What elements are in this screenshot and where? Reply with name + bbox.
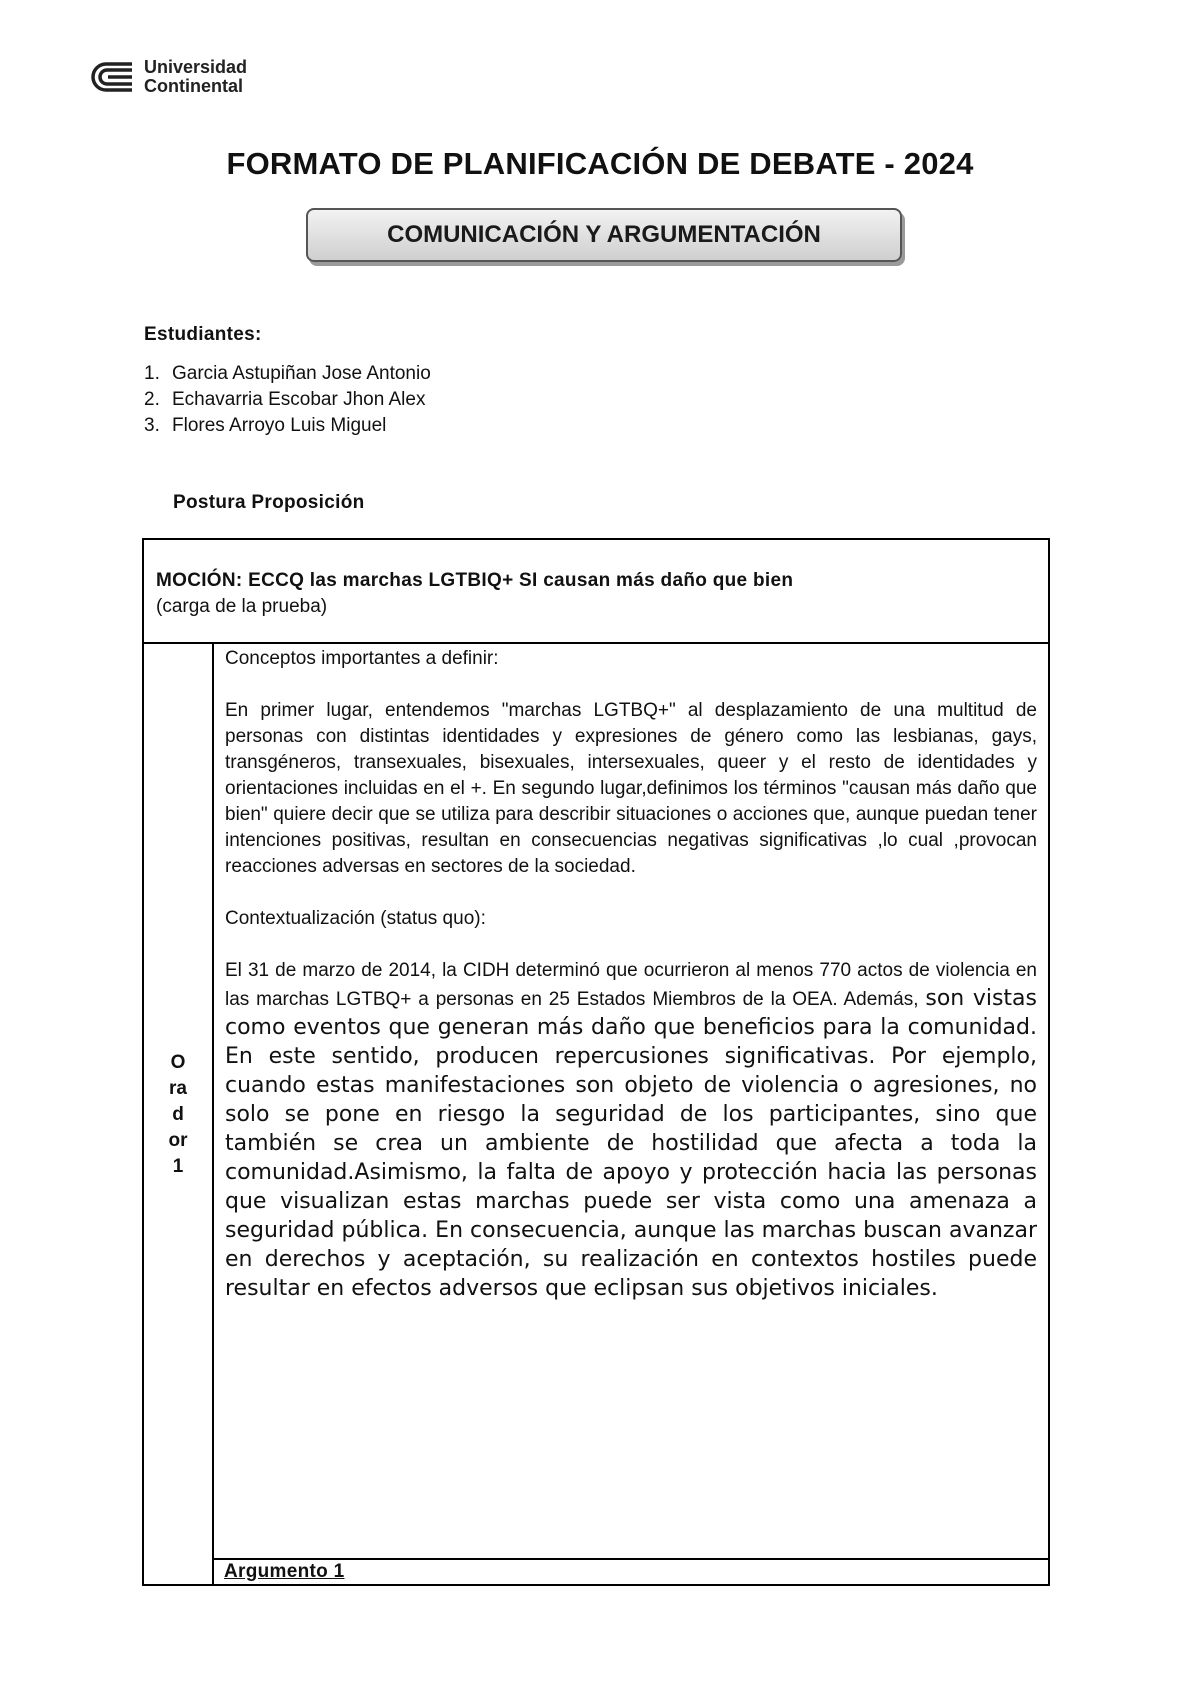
university-logo <box>88 58 247 96</box>
students-label: Estudiantes: <box>144 324 262 345</box>
motion-subtitle: (carga de la prueba) <box>156 596 328 617</box>
student-item: 2. Echavarria Escobar Jhon Alex <box>144 389 426 410</box>
orator-label: O ra d or 1 <box>168 1052 188 1177</box>
context-heading: Contextualización (status quo): <box>225 908 486 929</box>
document-title: FORMATO DE PLANIFICACIÓN DE DEBATE - 2024 <box>226 146 974 181</box>
logo-line-2: Continental <box>144 76 243 96</box>
concepts-heading: Conceptos importantes a definir: <box>225 648 499 669</box>
course-banner: COMUNICACIÓN Y ARGUMENTACIÓN <box>306 208 902 262</box>
logo-wordmark <box>144 58 247 96</box>
argument-label: Argumento 1 <box>224 1561 345 1582</box>
motion-cell <box>144 540 1048 644</box>
student-item: 3. Flores Arroyo Luis Miguel <box>144 415 387 436</box>
orator-content <box>225 646 1037 1329</box>
students-list <box>144 361 431 439</box>
student-item: 1. Garcia Astupiñan Jose Antonio <box>144 363 431 384</box>
logo-line-1: Universidad <box>144 57 248 77</box>
argument-row <box>214 1558 1048 1584</box>
context-body: El 31 de marzo de 2014, la CIDH determinó que ocurrieron al menos 770 actos de violencia en las marchas LGTBQ+ a personas en 25 Estados Miembros de la OEA. Además, son vistas como eventos que generan más daño que beneficios para la comunidad. En este sentido, producen repercusiones significativas. Por ejemplo, cuando estas manifestaciones son objeto de violencia o agresiones, no solo se pone en riesgo la seguridad de los participantes, sino que también se crea un ambiente de hostilidad que afecta a toda la comunidad.Asimismo, la falta de apoyo y protección hacia las personas que visualizan estas marchas puede ser vista como una amenaza a seguridad pública. En consecuencia, aunque las marchas buscan avanzar en derechos y aceptación, su realización en contextos hostiles puede resultar en efectos adversos que eclipsan sus objetivos iniciales. <box>225 960 1037 1301</box>
motion-title: MOCIÓN: ECCQ las marchas LGTBIQ+ SI causan más daño que bien <box>156 570 794 591</box>
concepts-body: En primer lugar, entendemos "marchas LGTBQ+" al desplazamiento de una multitud de personas con distintas identidades y expresiones de género como las lesbianas, gays, transgéneros, transexuales, bisexuales, intersexuales, queer y el resto de identidades y orientaciones incluidas en el +. En segundo lugar,definimos los términos "causan más daño que bien" quiere decir que se utiliza para describir situaciones o acciones que, aunque puedan tener intenciones positivas, resultan en consecuencias negativas significativas ,lo cual ,provocan reacciones adversas en sectores de la sociedad. <box>225 700 1037 877</box>
orator-column <box>144 644 214 1584</box>
postura-label: Postura Proposición <box>173 492 365 513</box>
continental-logo-icon <box>88 60 134 94</box>
